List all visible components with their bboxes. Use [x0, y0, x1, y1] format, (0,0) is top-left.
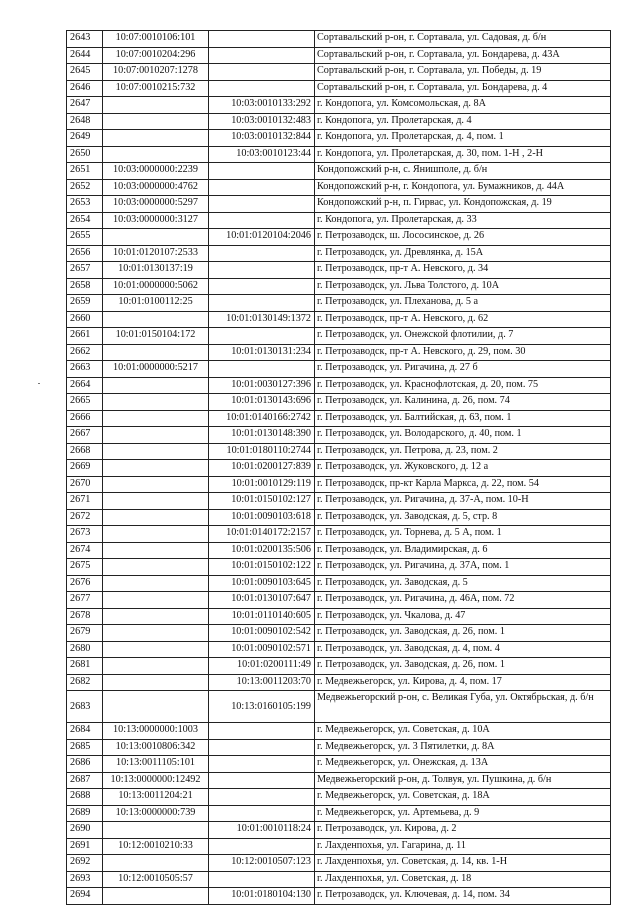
table-row	[67, 789, 611, 806]
cadastral-number-cell-1	[103, 658, 209, 675]
address-cell: г. Кондопога, ул. Пролетарская, д. 33	[315, 212, 611, 229]
cadastral-number-cell-1	[103, 410, 209, 427]
cadastral-number-cell-2: 10:01:0200127:839	[209, 460, 315, 477]
cadastral-number-cell-2	[209, 64, 315, 81]
cadastral-number-cell-2: 10:01:0200135:506	[209, 542, 315, 559]
cadastral-number-cell-2	[209, 163, 315, 180]
address-cell: г. Кондопога, ул. Пролетарская, д. 4	[315, 113, 611, 130]
cadastral-number-cell-2	[209, 80, 315, 97]
cadastral-number-cell-1	[103, 526, 209, 543]
table-row	[67, 592, 611, 609]
address-cell: Сортавальский р-он, г. Сортавала, ул. Бондарева, д. 43А	[315, 47, 611, 64]
table-row	[67, 443, 611, 460]
cadastral-number-cell-1	[103, 608, 209, 625]
row-number-cell: 2656	[67, 245, 103, 262]
cadastral-number-cell-2	[209, 245, 315, 262]
cadastral-number-cell-2	[209, 47, 315, 64]
address-cell: г. Петрозаводск, ул. Плеханова, д. 5 а	[315, 295, 611, 312]
cadastral-number-cell-1	[103, 559, 209, 576]
cadastral-number-cell-2: 10:01:0110140:605	[209, 608, 315, 625]
cadastral-number-cell-2: 10:01:0010118:24	[209, 822, 315, 839]
address-cell: г. Медвежьегорск, ул. 3 Пятилетки, д. 8А	[315, 739, 611, 756]
address-cell: Кондопожский р-н, г. Кондопога, ул. Бумажников, д. 44А	[315, 179, 611, 196]
address-cell: г. Медвежьегорск, ул. Онежская, д. 13А	[315, 756, 611, 773]
address-cell: г. Петрозаводск, ул. Заводская, д. 5	[315, 575, 611, 592]
address-cell: г. Петрозаводск, ул. Заводская, д. 26, пом. 1	[315, 658, 611, 675]
address-cell: г. Петрозаводск, ул. Ригачина, д. 46А, пом. 72	[315, 592, 611, 609]
cadastral-number-cell-2: 10:01:0090102:571	[209, 641, 315, 658]
cadastral-number-cell-1	[103, 625, 209, 642]
cadastral-number-cell-2: 10:01:0120104:2046	[209, 229, 315, 246]
row-number-cell: 2674	[67, 542, 103, 559]
cadastral-number-cell-1: 10:12:0010505:57	[103, 871, 209, 888]
cadastral-number-cell-2: 10:03:0010132:483	[209, 113, 315, 130]
address-cell: г. Петрозаводск, пр-кт Карла Маркса, д. 22, пом. 54	[315, 476, 611, 493]
address-cell: г. Медвежьегорск, ул. Артемьева, д. 9	[315, 805, 611, 822]
table-row	[67, 739, 611, 756]
address-cell: г. Петрозаводск, ул. Чкалова, д. 47	[315, 608, 611, 625]
row-number-cell: 2686	[67, 756, 103, 773]
cadastral-number-cell-1	[103, 377, 209, 394]
cadastral-number-cell-2: 10:01:0150102:127	[209, 493, 315, 510]
address-cell: г. Петрозаводск, ул. Калинина, д. 26, пом. 74	[315, 394, 611, 411]
row-number-cell: 2675	[67, 559, 103, 576]
table-row	[67, 509, 611, 526]
address-cell: г. Петрозаводск, пр-т А. Невского, д. 62	[315, 311, 611, 328]
cadastral-number-cell-1	[103, 575, 209, 592]
cadastral-number-cell-2: 10:01:0090103:618	[209, 509, 315, 526]
cadastral-number-cell-1	[103, 542, 209, 559]
table-row	[67, 542, 611, 559]
table-row	[67, 344, 611, 361]
cadastral-number-cell-1: 10:01:0120107:2533	[103, 245, 209, 262]
address-cell: Сортавальский р-он, г. Сортавала, ул. Садовая, д. б/н	[315, 31, 611, 48]
row-number-cell: 2668	[67, 443, 103, 460]
address-cell: г. Петрозаводск, ул. Древлянка, д. 15А	[315, 245, 611, 262]
cadastral-number-cell-1	[103, 130, 209, 147]
table-row	[67, 179, 611, 196]
cadastral-number-cell-2	[209, 739, 315, 756]
table-row	[67, 163, 611, 180]
address-cell: г. Медвежьегорск, ул. Кирова, д. 4, пом. 17	[315, 674, 611, 691]
address-cell: г. Петрозаводск, ул. Онежской флотилии, д. 7	[315, 328, 611, 345]
cadastral-number-cell-1: 10:03:0000000:4762	[103, 179, 209, 196]
address-cell: г. Петрозаводск, ш. Лососинское, д. 26	[315, 229, 611, 246]
table-row	[67, 410, 611, 427]
cadastral-number-cell-1	[103, 113, 209, 130]
cadastral-number-cell-1	[103, 674, 209, 691]
table-row	[67, 855, 611, 872]
cadastral-number-cell-1: 10:13:0000000:739	[103, 805, 209, 822]
address-cell: г. Петрозаводск, ул. Ригачина, д. 27 б	[315, 361, 611, 378]
table-row	[67, 641, 611, 658]
cadastral-number-cell-2: 10:03:0010132:844	[209, 130, 315, 147]
cadastral-number-cell-2	[209, 212, 315, 229]
table-row	[67, 658, 611, 675]
cadastral-number-cell-2: 10:01:0010129:119	[209, 476, 315, 493]
table-row	[67, 526, 611, 543]
address-cell: Медвежьегорский р-он, д. Толвуя, ул. Пушкина, д. б/н	[315, 772, 611, 789]
cadastral-number-cell-2: 10:01:0140172:2157	[209, 526, 315, 543]
row-number-cell: 2694	[67, 888, 103, 905]
property-table-body	[67, 31, 611, 905]
cadastral-number-cell-1	[103, 855, 209, 872]
cadastral-number-cell-2: 10:01:0180110:2744	[209, 443, 315, 460]
table-row	[67, 361, 611, 378]
cadastral-number-cell-1	[103, 344, 209, 361]
table-row	[67, 31, 611, 48]
address-cell: г. Лахденпохья, ул. Гагарина, д. 11	[315, 838, 611, 855]
cadastral-number-cell-1	[103, 888, 209, 905]
cadastral-number-cell-1	[103, 822, 209, 839]
address-cell: г. Лахденпохья, ул. Советская, д. 14, кв. 1-Н	[315, 855, 611, 872]
row-number-cell: 2655	[67, 229, 103, 246]
row-number-cell: 2650	[67, 146, 103, 163]
cadastral-number-cell-1	[103, 394, 209, 411]
row-number-cell: 2664	[67, 377, 103, 394]
row-number-cell: 2663	[67, 361, 103, 378]
row-number-cell: 2689	[67, 805, 103, 822]
address-cell: г. Медвежьегорск, ул. Советская, д. 18А	[315, 789, 611, 806]
address-cell: Сортавальский р-он, г. Сортавала, ул. Бондарева, д. 4	[315, 80, 611, 97]
row-number-cell: 2659	[67, 295, 103, 312]
cadastral-number-cell-2	[209, 723, 315, 740]
address-cell: г. Кондопога, ул. Комсомольская, д. 8А	[315, 97, 611, 114]
cadastral-number-cell-1: 10:01:0150104:172	[103, 328, 209, 345]
address-cell: г. Петрозаводск, ул. Краснофлотская, д. 20, пом. 75	[315, 377, 611, 394]
cadastral-number-cell-2: 10:01:0140166:2742	[209, 410, 315, 427]
row-number-cell: 2652	[67, 179, 103, 196]
row-number-cell: 2653	[67, 196, 103, 213]
cadastral-number-cell-1	[103, 427, 209, 444]
address-cell: г. Кондопога, ул. Пролетарская, д. 30, пом. 1-Н , 2-Н	[315, 146, 611, 163]
row-number-cell: 2648	[67, 113, 103, 130]
cadastral-number-cell-2: 10:01:0130131:234	[209, 344, 315, 361]
table-row	[67, 888, 611, 905]
table-row	[67, 130, 611, 147]
cadastral-number-cell-2: 10:01:0150102:122	[209, 559, 315, 576]
cadastral-number-cell-2	[209, 789, 315, 806]
cadastral-number-cell-2: 10:01:0130149:1372	[209, 311, 315, 328]
cadastral-number-cell-2	[209, 179, 315, 196]
table-row	[67, 756, 611, 773]
cadastral-number-cell-1	[103, 146, 209, 163]
table-row	[67, 822, 611, 839]
cadastral-number-cell-2: 10:01:0130148:390	[209, 427, 315, 444]
cadastral-number-cell-1: 10:13:0010806:342	[103, 739, 209, 756]
row-number-cell: 2688	[67, 789, 103, 806]
cadastral-number-cell-1: 10:12:0010210:33	[103, 838, 209, 855]
row-number-cell: 2665	[67, 394, 103, 411]
row-number-cell: 2643	[67, 31, 103, 48]
row-number-cell: 2685	[67, 739, 103, 756]
row-number-cell: 2677	[67, 592, 103, 609]
table-row	[67, 608, 611, 625]
table-row	[67, 559, 611, 576]
address-cell: г. Петрозаводск, пр-т А. Невского, д. 29, пом. 30	[315, 344, 611, 361]
address-cell: г. Петрозаводск, ул. Льва Толстого, д. 10А	[315, 278, 611, 295]
table-row	[67, 212, 611, 229]
row-number-cell: 2680	[67, 641, 103, 658]
cadastral-number-cell-1: 10:13:0011105:101	[103, 756, 209, 773]
cadastral-number-cell-2	[209, 871, 315, 888]
table-row	[67, 262, 611, 279]
table-row	[67, 838, 611, 855]
cadastral-number-cell-2	[209, 278, 315, 295]
row-number-cell: 2651	[67, 163, 103, 180]
cadastral-number-cell-1: 10:07:0010207:1278	[103, 64, 209, 81]
cadastral-number-cell-1	[103, 476, 209, 493]
row-number-cell: 2670	[67, 476, 103, 493]
cadastral-number-cell-1: 10:01:0100112:25	[103, 295, 209, 312]
row-number-cell: 2679	[67, 625, 103, 642]
row-number-cell: 2662	[67, 344, 103, 361]
table-row	[67, 146, 611, 163]
cadastral-number-cell-1: 10:03:0000000:2239	[103, 163, 209, 180]
table-row	[67, 394, 611, 411]
row-number-cell: 2682	[67, 674, 103, 691]
row-number-cell: 2671	[67, 493, 103, 510]
row-number-cell: 2667	[67, 427, 103, 444]
row-number-cell: 2649	[67, 130, 103, 147]
row-number-cell: 2678	[67, 608, 103, 625]
cadastral-number-cell-2: 10:03:0010123:44	[209, 146, 315, 163]
cadastral-number-cell-2: 10:01:0200111:49	[209, 658, 315, 675]
row-number-cell: 2646	[67, 80, 103, 97]
table-row	[67, 245, 611, 262]
cadastral-number-cell-2: 10:01:0090102:542	[209, 625, 315, 642]
cadastral-number-cell-2	[209, 772, 315, 789]
address-cell: Кондопожский р-н, п. Гирвас, ул. Кондопожская, д. 19	[315, 196, 611, 213]
row-number-cell: 2692	[67, 855, 103, 872]
cadastral-number-cell-2: 10:13:0011203:70	[209, 674, 315, 691]
table-row	[67, 625, 611, 642]
cadastral-number-cell-1: 10:13:0000000:12492	[103, 772, 209, 789]
table-row	[67, 295, 611, 312]
cadastral-number-cell-1: 10:07:0010215:732	[103, 80, 209, 97]
table-row	[67, 427, 611, 444]
row-number-cell: 2683	[67, 691, 103, 723]
cadastral-number-cell-1	[103, 311, 209, 328]
cadastral-number-cell-1	[103, 641, 209, 658]
table-row	[67, 674, 611, 691]
cadastral-number-cell-2: 10:01:0090103:645	[209, 575, 315, 592]
cadastral-number-cell-1: 10:03:0000000:3127	[103, 212, 209, 229]
table-row	[67, 476, 611, 493]
table-row	[67, 575, 611, 592]
address-cell: г. Петрозаводск, ул. Торнева, д. 5 А, пом. 1	[315, 526, 611, 543]
cadastral-number-cell-2: 10:13:0160105:199	[209, 691, 315, 723]
table-row	[67, 328, 611, 345]
row-number-cell: 2654	[67, 212, 103, 229]
cadastral-number-cell-1	[103, 460, 209, 477]
cadastral-number-cell-1: 10:01:0000000:5217	[103, 361, 209, 378]
cadastral-number-cell-2	[209, 361, 315, 378]
address-cell: г. Петрозаводск, ул. Жуковского, д. 12 а	[315, 460, 611, 477]
cadastral-number-cell-1: 10:01:0000000:5062	[103, 278, 209, 295]
cadastral-number-cell-1	[103, 229, 209, 246]
row-number-cell: 2681	[67, 658, 103, 675]
cadastral-number-cell-1	[103, 691, 209, 723]
cadastral-number-cell-1	[103, 443, 209, 460]
cadastral-number-cell-2: 10:12:0010507:123	[209, 855, 315, 872]
row-number-cell: 2690	[67, 822, 103, 839]
table-row	[67, 64, 611, 81]
row-number-cell: 2687	[67, 772, 103, 789]
address-cell: г. Петрозаводск, ул. Володарского, д. 40, пом. 1	[315, 427, 611, 444]
cadastral-number-cell-1: 10:13:0000000:1003	[103, 723, 209, 740]
row-number-cell: 2669	[67, 460, 103, 477]
address-cell: г. Петрозаводск, ул. Балтийская, д. 63, пом. 1	[315, 410, 611, 427]
cadastral-number-cell-1: 10:13:0011204:21	[103, 789, 209, 806]
row-number-cell: 2647	[67, 97, 103, 114]
cadastral-number-cell-2: 10:01:0130107:647	[209, 592, 315, 609]
cadastral-number-cell-1: 10:01:0130137:19	[103, 262, 209, 279]
cadastral-number-cell-1	[103, 493, 209, 510]
cadastral-number-cell-1: 10:07:0010106:101	[103, 31, 209, 48]
table-row	[67, 196, 611, 213]
address-cell: Медвежьегорский р-он, с. Великая Губа, ул. Октябрьская, д. б/н	[315, 691, 611, 723]
table-row	[67, 47, 611, 64]
table-row	[67, 377, 611, 394]
address-cell: Сортавальский р-он, г. Сортавала, ул. Победы, д. 19	[315, 64, 611, 81]
row-number-cell: 2676	[67, 575, 103, 592]
address-cell: г. Петрозаводск, ул. Заводская, д. 4, пом. 4	[315, 641, 611, 658]
cadastral-number-cell-2	[209, 31, 315, 48]
address-cell: г. Петрозаводск, ул. Ригачина, д. 37А, пом. 1	[315, 559, 611, 576]
row-number-cell: 2691	[67, 838, 103, 855]
cadastral-number-cell-1	[103, 97, 209, 114]
cadastral-number-cell-2	[209, 295, 315, 312]
cadastral-number-cell-1: 10:07:0010204:296	[103, 47, 209, 64]
address-cell: г. Петрозаводск, ул. Ключевая, д. 14, пом. 34	[315, 888, 611, 905]
table-row	[67, 229, 611, 246]
property-table	[66, 30, 611, 905]
cadastral-number-cell-2: 10:01:0130143:696	[209, 394, 315, 411]
address-cell: г. Медвежьегорск, ул. Советская, д. 10А	[315, 723, 611, 740]
table-row	[67, 772, 611, 789]
row-number-cell: 2657	[67, 262, 103, 279]
table-row	[67, 871, 611, 888]
row-number-cell: 2684	[67, 723, 103, 740]
cadastral-number-cell-1	[103, 509, 209, 526]
address-cell: г. Петрозаводск, пр-т А. Невского, д. 34	[315, 262, 611, 279]
address-cell: г. Петрозаводск, ул. Заводская, д. 26, пом. 1	[315, 625, 611, 642]
cadastral-number-cell-2: 10:03:0010133:292	[209, 97, 315, 114]
table-row	[67, 80, 611, 97]
table-row	[67, 311, 611, 328]
address-cell: г. Лахденпохья, ул. Советская, д. 18	[315, 871, 611, 888]
table-row	[67, 278, 611, 295]
table-row	[67, 460, 611, 477]
address-cell: г. Петрозаводск, ул. Кирова, д. 2	[315, 822, 611, 839]
table-row	[67, 113, 611, 130]
cadastral-number-cell-1	[103, 592, 209, 609]
row-number-cell: 2661	[67, 328, 103, 345]
address-cell: г. Кондопога, ул. Пролетарская, д. 4, пом. 1	[315, 130, 611, 147]
cadastral-number-cell-2	[209, 838, 315, 855]
row-number-cell: 2660	[67, 311, 103, 328]
row-number-cell: 2658	[67, 278, 103, 295]
address-cell: г. Петрозаводск, ул. Владимирская, д. 6	[315, 542, 611, 559]
cadastral-number-cell-2: 10:01:0030127:396	[209, 377, 315, 394]
address-cell: г. Петрозаводск, ул. Заводская, д. 5, стр. 8	[315, 509, 611, 526]
table-row	[67, 493, 611, 510]
table-row	[67, 97, 611, 114]
cadastral-number-cell-2	[209, 805, 315, 822]
cadastral-number-cell-2	[209, 756, 315, 773]
table-row	[67, 723, 611, 740]
row-number-cell: 2645	[67, 64, 103, 81]
cadastral-number-cell-1: 10:03:0000000:5297	[103, 196, 209, 213]
cadastral-number-cell-2	[209, 262, 315, 279]
address-cell: г. Петрозаводск, ул. Петрова, д. 23, пом. 2	[315, 443, 611, 460]
row-number-cell: 2672	[67, 509, 103, 526]
address-cell: г. Петрозаводск, ул. Ригачина, д. 37-А, пом. 10-Н	[315, 493, 611, 510]
row-number-cell: 2666	[67, 410, 103, 427]
row-number-cell: 2693	[67, 871, 103, 888]
cadastral-number-cell-2	[209, 328, 315, 345]
address-cell: Кондопожский р-н, с. Янишполе, д. б/н	[315, 163, 611, 180]
row-number-cell: 2673	[67, 526, 103, 543]
table-row	[67, 805, 611, 822]
cadastral-number-cell-2	[209, 196, 315, 213]
scan-speck	[38, 383, 40, 384]
row-number-cell: 2644	[67, 47, 103, 64]
table-row	[67, 691, 611, 723]
cadastral-number-cell-2: 10:01:0180104:130	[209, 888, 315, 905]
